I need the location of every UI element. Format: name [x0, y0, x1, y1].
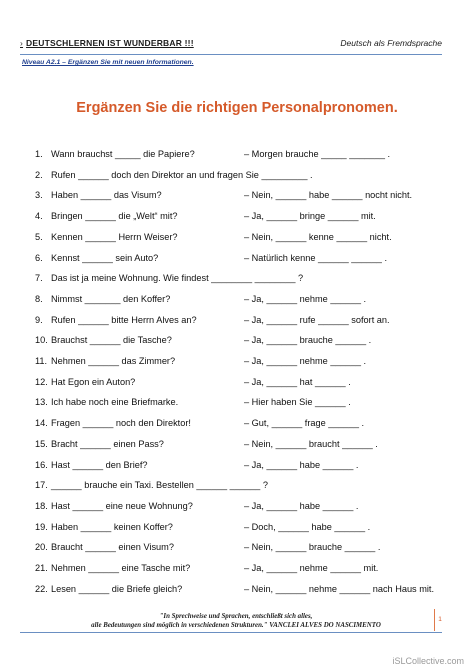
answer-text: – Ja, ______ rufe ______ sofort an.: [244, 314, 390, 325]
quote-line-1: "In Sprechweise und Sprachen, entschließt sich alles,: [159, 613, 313, 620]
exercise-item: [0, 170, 474, 186]
answer-text: – Ja, ______ nehme ______ .: [244, 293, 367, 304]
item-number: 11.: [35, 356, 48, 366]
exercise-item: [0, 522, 474, 538]
answer-text: – Ja, ______ brauche ______ .: [244, 335, 372, 346]
question-text: Nehmen ______ das Zimmer?: [51, 356, 176, 366]
item-number: 4.: [35, 211, 43, 222]
exercise-item: [0, 356, 474, 372]
item-number: 9.: [35, 314, 43, 325]
exercise-item: [0, 501, 474, 517]
question-text: Hast ______ den Brief?: [51, 459, 148, 470]
answer-text: – Ja, ______ hat ______ .: [244, 376, 351, 387]
question-text: Lesen ______ die Briefe gleich?: [51, 583, 183, 594]
exercise-item: [0, 273, 474, 289]
question-text: Bracht ______ einen Pass?: [51, 438, 164, 449]
item-number: 19.: [35, 521, 48, 532]
answer-text: – Nein, ______ braucht ______ .: [244, 438, 378, 449]
answer-text: – Ja, ______ habe ______ .: [244, 459, 359, 470]
item-number: 10.: [35, 335, 48, 346]
exercise-item: [0, 542, 474, 558]
exercise-item: [0, 418, 474, 434]
answer-text: – Natürlich kenne ______ ______ .: [244, 252, 388, 263]
footer-quote: [42, 612, 430, 630]
header-right-subtitle: Deutsch als Fremdsprache: [340, 38, 442, 48]
item-number: 6.: [35, 252, 43, 263]
question-text: Kennen ______ Herrn Weiser?: [51, 231, 178, 242]
exercise-item: [0, 397, 474, 413]
item-number: 3.: [35, 190, 43, 201]
question-text: Kennst ______ sein Auto?: [51, 252, 159, 263]
question-text: Brauchst ______ die Tasche?: [51, 335, 172, 346]
question-text: Nimmst _______ den Koffer?: [51, 293, 171, 304]
answer-text: – Hier haben Sie ______ .: [244, 397, 351, 408]
question-text: Ich habe noch eine Briefmarke.: [51, 397, 179, 408]
item-number: 5.: [35, 231, 43, 242]
question-text: Braucht ______ einen Visum?: [51, 542, 174, 553]
question-text: Rufen ______ doch den Direktor an und fragen Sie _________ .: [51, 169, 313, 180]
exercise-item: [0, 377, 474, 393]
item-number: 14.: [35, 418, 48, 429]
page-number: 1: [434, 609, 445, 631]
item-number: 22.: [35, 583, 48, 594]
answer-text: – Morgen brauche _____ _______ .: [244, 149, 391, 159]
exercise-item: [0, 190, 474, 206]
exercise-item: [0, 563, 474, 579]
item-number: 13.: [35, 397, 48, 408]
header-left-title: [20, 38, 194, 48]
item-number: 17.: [35, 480, 48, 491]
answer-text: – Ja, ______ habe ______ .: [244, 500, 359, 511]
page-header: [20, 38, 442, 55]
exercise-item: [0, 460, 474, 476]
exercise-item: [0, 294, 474, 310]
answer-text: – Nein, ______ kenne ______ nicht.: [244, 231, 392, 242]
answer-text: – Nein, ______ nehme ______ nach Haus mit.: [244, 583, 435, 594]
exercise-item: [0, 439, 474, 455]
item-number: 18.: [35, 500, 48, 511]
item-number: 12.: [35, 376, 48, 387]
item-number: 20.: [35, 542, 48, 553]
exercise-item: [0, 480, 474, 496]
answer-text: – Doch, ______ habe ______ .: [244, 521, 371, 532]
item-number: 21.: [35, 563, 48, 573]
exercise-item: [0, 149, 474, 165]
exercise-item: [0, 211, 474, 227]
level-instruction: Niveau A2.1 – Ergänzen Sie mit neuen Informationen.: [22, 59, 194, 66]
answer-text: – Ja, ______ nehme ______ mit.: [244, 563, 379, 573]
worksheet-title: Ergänzen Sie die richtigen Personalpronomen.: [76, 100, 398, 116]
header-left-text: DEUTSCHLERNEN IST WUNDERBAR !!!: [26, 38, 194, 48]
question-text: Hat Egon ein Auton?: [51, 376, 136, 387]
exercise-item: [0, 315, 474, 331]
question-text: Nehmen ______ eine Tasche mit?: [51, 563, 191, 573]
triangle-icon: ›: [20, 38, 24, 48]
question-text: Fragen ______ noch den Direktor!: [51, 418, 191, 429]
item-number: 2.: [35, 169, 43, 180]
question-text: ______ brauche ein Taxi. Bestellen ______ ______ ?: [51, 480, 268, 491]
item-number: 16.: [35, 459, 48, 470]
item-number: 15.: [35, 438, 48, 449]
exercise-item: [0, 253, 474, 269]
item-number: 7.: [35, 273, 43, 284]
question-text: Haben ______ keinen Koffer?: [51, 521, 173, 532]
question-text: Hast ______ eine neue Wohnung?: [51, 500, 193, 511]
question-text: Haben ______ das Visum?: [51, 190, 162, 201]
exercise-item: [0, 335, 474, 351]
exercise-item: [0, 232, 474, 248]
question-text: Das ist ja meine Wohnung. Wie findest ________ ________ ?: [51, 273, 304, 284]
question-text: Bringen ______ die „Welt“ mit?: [51, 211, 178, 222]
answer-text: – Nein, ______ brauche ______ .: [244, 542, 381, 553]
quote-line-2: alle Bedeutungen sind möglich in verschiedenen Strukturen." VANCLEI ALVES DO NASCIMENTO: [91, 622, 381, 629]
question-text: Rufen ______ bitte Herrn Alves an?: [51, 314, 197, 325]
item-number: 1.: [35, 149, 43, 159]
question-text: Wann brauchst _____ die Papiere?: [51, 149, 195, 159]
answer-text: – Ja, ______ nehme ______ .: [244, 356, 367, 366]
answer-text: – Nein, ______ habe ______ nocht nicht.: [244, 190, 413, 201]
footer-divider: [20, 632, 442, 633]
site-watermark: iSLCollective.com: [392, 656, 464, 666]
answer-text: – Gut, ______ frage ______ .: [244, 418, 365, 429]
item-number: 8.: [35, 293, 43, 304]
answer-text: – Ja, ______ bringe ______ mit.: [244, 211, 376, 222]
exercise-item: [0, 584, 474, 600]
